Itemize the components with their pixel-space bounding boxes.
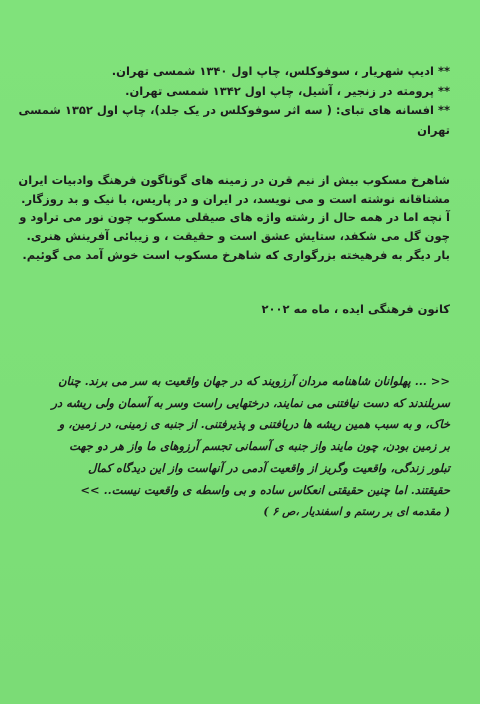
quote-line: بر زمین بودن، چون مایند واز جنبه ی آسمانی تجسم آرزوهای ما واز هر دو جهت bbox=[69, 439, 450, 454]
bibliography-item: ** افسانه های تبای: ( سه اثر سوفوکلس در یک جلد)، چاپ اول ۱۳۵۲ شمسی bbox=[18, 103, 450, 117]
bio-line: آ نچه اما در همه حال از رشته واژه های صیقلی مسکوب چون نور می تراود و bbox=[19, 210, 450, 225]
bio-line: مشتاقانه نوشته است و می نویسد، در ایران و در پاریس، با نیک و بد روزگار. bbox=[21, 191, 450, 206]
quotation-block bbox=[34, 371, 450, 523]
quote-line: << ... پهلوانان شاهنامه مردان آرزویند که در جهان واقعیت به سر می برند. چنان bbox=[58, 374, 450, 388]
quote-line: سربلندند که دست نیافتنی می نمایند، درختهایی راست وسر به آسمان ولی ریشه در bbox=[51, 395, 450, 410]
bibliography-item-continuation: تهران bbox=[417, 122, 450, 137]
signature bbox=[34, 299, 450, 319]
bio-line: بار دیگر به فرهیخته بزرگواری که شاهرخ مسکوب است خوش آمد می گوئیم. bbox=[22, 247, 450, 262]
quote-source: ( مقدمه ای بر رستم و اسفندیار ،ص ۶ ) bbox=[263, 505, 450, 519]
author-bio-paragraph bbox=[18, 171, 450, 265]
quote-line: حقیقتند. اما چنین حقیقتی انعکاس ساده و بی واسطه ی واقعیت نیست.. >> bbox=[80, 482, 450, 497]
bio-line: چون گل می شکفد، ستایش عشق است و حقیقت ، و زیبائی آفرینش هنری. bbox=[26, 229, 450, 244]
quote-line: تبلور زندگی، واقعیت وگریز از واقعیت آدمی در آنهاست واز این دیدگاه کمال bbox=[87, 460, 450, 475]
bibliography-item: ** ادیپ شهریار ، سوفوکلس، چاپ اول ۱۳۴۰ شمسی تهران. bbox=[111, 64, 450, 78]
quote-line: خاک، و به سبب همین ریشه ها دریافتنی و پذیرفتنی. از جنبه ی زمینی، در زمین، و bbox=[58, 417, 450, 432]
bibliography-item: ** پرومته در زنجیر ، آشیل، چاپ اول ۱۳۴۲ شمسی تهران. bbox=[125, 83, 450, 98]
bio-line: شاهرخ مسکوب بیش از نیم قرن در زمینه های گوناگون فرهنگ وادبیات ایران bbox=[18, 173, 450, 187]
signature-text: کانون فرهنگی ایده ، ماه مه ۲۰۰۲ bbox=[261, 302, 450, 316]
bibliography-list bbox=[18, 62, 450, 140]
